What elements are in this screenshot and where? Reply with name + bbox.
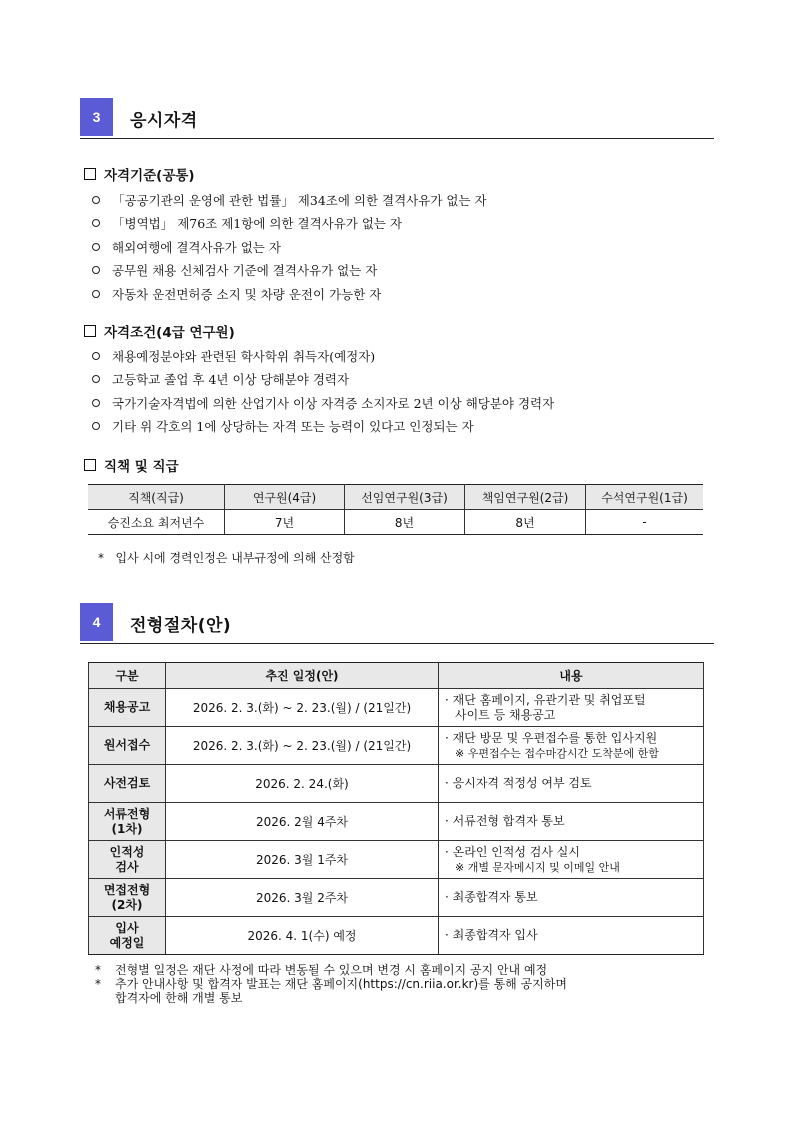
table-header-cell: 내용	[439, 663, 704, 689]
circle-bullet-icon	[92, 375, 100, 383]
step-description-note: ※ 개별 문자메시지 및 이메일 안내	[455, 860, 620, 874]
circle-bullet-icon	[92, 219, 100, 227]
section-3-header	[80, 98, 714, 139]
table-cell: 8년	[345, 510, 465, 535]
circle-bullet-icon	[92, 290, 100, 298]
table-header-cell: 추진 일정(안)	[166, 663, 439, 689]
step-label: 원서접수	[89, 727, 166, 765]
list-item-text: 고등학교 졸업 후 4년 이상 당해분야 경력자	[112, 372, 350, 388]
circle-bullet-icon	[92, 422, 100, 430]
rank-table	[88, 484, 703, 535]
step-label-line: 인적성	[109, 844, 145, 859]
step-label-line: (1차)	[111, 821, 143, 836]
list-item-text: 기타 위 각호의 1에 상당하는 자격 또는 능력이 있다고 인정되는 자	[112, 419, 474, 435]
list-item-text: 공무원 채용 신체검사 기준에 결격사유가 없는 자	[112, 263, 378, 279]
list-item	[92, 235, 487, 259]
checkbox-icon	[84, 325, 96, 337]
table-row	[89, 765, 704, 803]
table-cell: 7년	[225, 510, 345, 535]
table-header-cell: 구분	[89, 663, 166, 689]
note-text: 입사 시에 경력인정은 내부규정에 의해 산정함	[115, 551, 355, 565]
general-criteria-heading	[84, 164, 195, 184]
table-row	[89, 917, 704, 955]
step-label: 채용공고	[89, 689, 166, 727]
step-description	[439, 727, 704, 765]
step-label	[89, 803, 166, 841]
footnote-mark: *	[95, 977, 101, 991]
step-date: 2026. 2. 3.(화) ~ 2. 23.(월) / (21일간)	[166, 689, 439, 727]
footnote-text: 전형별 일정은 재단 사정에 따라 변동될 수 있으며 변경 시 홈페이지 공지 안내 예정	[115, 963, 548, 977]
ranks-title: 직책 및 직급	[104, 459, 179, 475]
step-label-line: (2차)	[111, 897, 143, 912]
table-row	[89, 689, 704, 727]
step-date: 2026. 3월 2주차	[166, 879, 439, 917]
table-header-cell: 책임연구원(2급)	[465, 485, 586, 510]
footnote	[95, 977, 705, 1005]
table-cell: -	[586, 510, 704, 535]
list-item	[92, 259, 487, 283]
ranks-heading	[84, 455, 179, 475]
conditions-heading	[84, 321, 235, 341]
general-criteria-title: 자격기준(공통)	[104, 168, 195, 184]
conditions-list	[92, 344, 554, 438]
conditions-title: 자격조건(4급 연구원)	[104, 325, 235, 341]
list-item-text: 해외여행에 결격사유가 없는 자	[112, 239, 281, 255]
step-description-note: ※ 우편접수는 접수마감시간 도착분에 한함	[455, 746, 659, 760]
step-description: · 응시자격 적정성 여부 검토	[439, 765, 704, 803]
list-item-text: 자동차 운전면허증 소지 및 차량 운전이 가능한 자	[112, 286, 382, 302]
footnote-line: 추가 안내사항 및 합격자 발표는 재단 홈페이지(https://cn.riia.or.kr)를 통해 공지하며	[115, 977, 567, 991]
step-date: 2026. 2. 24.(화)	[166, 765, 439, 803]
footnote	[95, 963, 705, 977]
step-date: 2026. 2월 4주차	[166, 803, 439, 841]
table-row	[89, 841, 704, 879]
circle-bullet-icon	[92, 266, 100, 274]
table-row	[88, 510, 703, 535]
step-label-line: 면접전형	[103, 882, 151, 897]
table-row	[89, 727, 704, 765]
table-header-row	[88, 485, 703, 510]
step-date: 2026. 2. 3.(화) ~ 2. 23.(월) / (21일간)	[166, 727, 439, 765]
table-header-cell: 직책(직급)	[88, 485, 225, 510]
step-description	[439, 841, 704, 879]
footnote-line: 합격자에 한해 개별 통보	[115, 991, 243, 1005]
procedure-footnotes	[95, 963, 705, 1005]
footnote-mark: *	[95, 963, 101, 977]
note-mark: *	[98, 551, 104, 565]
table-header-cell: 연구원(4급)	[225, 485, 345, 510]
list-item	[92, 188, 487, 212]
step-label-line: 서류전형	[103, 806, 151, 821]
checkbox-icon	[84, 168, 96, 180]
step-label	[89, 841, 166, 879]
table-row	[89, 803, 704, 841]
step-date: 2026. 4. 1(수) 예정	[166, 917, 439, 955]
section-4-number: 4	[80, 603, 113, 641]
general-criteria-list	[92, 188, 487, 306]
section-4-title: 전형절차(안)	[130, 616, 232, 636]
list-item-text: 「공공기관의 운영에 관한 법률」 제34조에 의한 결격사유가 없는 자	[112, 192, 487, 208]
list-item	[92, 415, 554, 439]
procedure-table	[88, 662, 704, 955]
table-header-row	[89, 663, 704, 689]
list-item	[92, 368, 554, 392]
step-label-line: 입사	[115, 920, 139, 935]
step-description: · 최종합격자 통보	[439, 879, 704, 917]
list-item-text: 국가기술자격법에 의한 산업기사 이상 자격증 소지자로 2년 이상 해당분야 경력자	[112, 395, 555, 411]
step-date: 2026. 3월 1주차	[166, 841, 439, 879]
footnote-text	[115, 977, 567, 1005]
table-header-cell: 선임연구원(3급)	[345, 485, 465, 510]
section-3-number: 3	[80, 98, 113, 136]
list-item	[92, 391, 554, 415]
circle-bullet-icon	[92, 352, 100, 360]
list-item-text: 채용예정분야와 관련된 학사학위 취득자(예정자)	[112, 348, 376, 364]
table-header-cell: 수석연구원(1급)	[586, 485, 704, 510]
list-item	[92, 282, 487, 306]
step-description	[439, 689, 704, 727]
step-description: · 서류전형 합격자 통보	[439, 803, 704, 841]
table-cell: 승진소요 최저년수	[88, 510, 225, 535]
list-item-text: 「병역법」 제76조 제1항에 의한 결격사유가 없는 자	[112, 216, 403, 232]
section-3-title: 응시자격	[130, 111, 198, 131]
circle-bullet-icon	[92, 399, 100, 407]
list-item	[92, 212, 487, 236]
step-label: 사전검토	[89, 765, 166, 803]
step-label-line: 검사	[115, 859, 139, 874]
circle-bullet-icon	[92, 243, 100, 251]
section-4-header	[80, 603, 714, 644]
step-description-line: · 재단 방문 및 우편접수를 통한 입사지원	[445, 730, 658, 745]
step-description-line: 사이트 등 채용공고	[455, 707, 556, 722]
step-description-line: · 온라인 인적성 검사 실시	[445, 844, 580, 859]
step-label	[89, 917, 166, 955]
checkbox-icon	[84, 459, 96, 471]
list-item	[92, 344, 554, 368]
ranks-note	[98, 549, 355, 566]
circle-bullet-icon	[92, 196, 100, 204]
step-label	[89, 879, 166, 917]
step-description-line: · 재단 홈페이지, 유관기관 및 취업포털	[445, 692, 646, 707]
table-cell: 8년	[465, 510, 586, 535]
table-row	[89, 879, 704, 917]
step-description: · 최종합격자 입사	[439, 917, 704, 955]
step-label-line: 예정일	[109, 935, 145, 950]
